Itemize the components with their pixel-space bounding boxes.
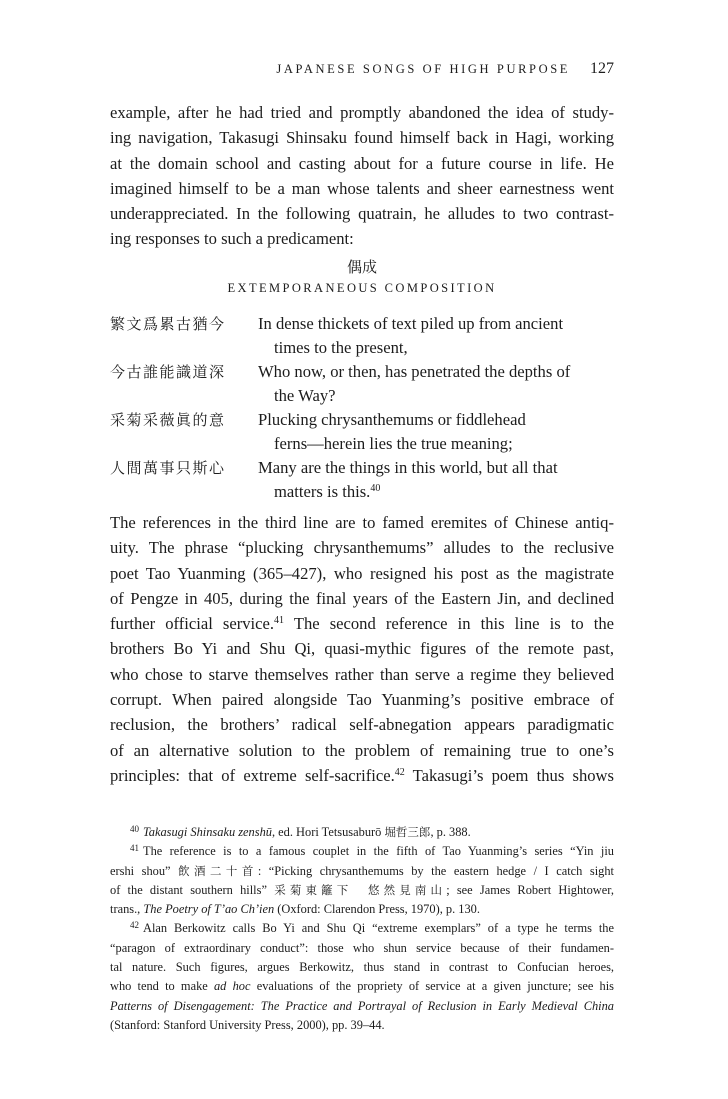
poem-title-english: EXTEMPORANEOUS COMPOSITION: [227, 281, 497, 295]
footnote-line: [110, 881, 614, 900]
footnote-line: [110, 862, 614, 881]
page-number: 127: [590, 60, 614, 77]
text-line: brothers Bo Yi and Shu Qi, quasi-mythic figures of the remote past,: [110, 639, 614, 659]
cited-title: Takasugi Shinsaku zenshū: [143, 825, 272, 839]
poem-line-english: [258, 360, 614, 408]
translation-line: the Way?: [274, 386, 336, 405]
footnote-text: The reference is to a famous couplet in the fifth of Tao Yuanming’s series “Yin jiu: [143, 844, 614, 859]
text-line: [110, 611, 614, 636]
translation-text: matters is this.: [274, 482, 371, 501]
translation-line: times to the present,: [274, 338, 408, 357]
footnote-line: tal nature. Such figures, argues Berkowitz, thus stand in contrast to Confucian heroes,: [110, 960, 614, 975]
footnote-41: [110, 842, 614, 861]
text-line: The references in the third line are to famed eremites of Chinese antiq-: [110, 513, 614, 532]
footnote-number: 40: [130, 824, 139, 834]
poem-line-chinese: 人間萬事只斯心: [110, 459, 226, 477]
poem-line-chinese: 繁文爲累古猶今: [110, 315, 226, 333]
text-line: corrupt. When paired alongside Tao Yuanming’s positive embrace of: [110, 690, 614, 710]
text-line: [110, 763, 614, 788]
poem: [110, 312, 614, 504]
text-span: Takasugi’s poem thus shows: [404, 765, 614, 785]
poem-line-chinese: 今古誰能識道深: [110, 363, 226, 381]
text-span: The second reference in this line is to the: [284, 614, 614, 634]
poem-line-english: [258, 456, 614, 504]
text-line: underappreciated. In the following quatrain, he alludes to two contrast-: [110, 204, 614, 224]
footnote-ref-42[interactable]: 42: [394, 766, 405, 778]
text-line: at the domain school and casting about for a future course in life. He: [110, 153, 614, 173]
footnote-text: evaluations of the propriety of service at a given juncture; see his: [250, 979, 614, 994]
footnote-text: ershi shou”: [110, 863, 179, 878]
cited-title: Patterns of Disengagement: The Practice and Portrayal of Reclusion in Early Medieval China: [110, 998, 614, 1013]
text-line: uity. The phrase “plucking chrysanthemums” alludes to the reclusive: [110, 538, 614, 558]
footnote-number: 41: [130, 843, 139, 854]
poem-line: [110, 360, 614, 408]
body-paragraph-2: [110, 510, 614, 788]
translation-line: In dense thickets of text piled up from ancient: [258, 314, 564, 333]
text-line: who chose to starve themselves rather than serve a regime they believed: [110, 664, 614, 684]
footnote-number: 42: [130, 920, 139, 931]
cited-title: The Poetry of T’ao Ch’ien: [143, 902, 275, 917]
text-line: poet Tao Yuanming (365–427), who resigned his post as the magistrate: [110, 563, 614, 583]
running-header: [110, 60, 614, 84]
text-line: example, after he had tried and promptly abandoned the idea of study-: [110, 103, 614, 122]
poem-line-english: [258, 408, 614, 456]
footnote-text: of the distant southern hills”: [110, 882, 275, 897]
footnote-chinese: 采菊東籬下 悠然見南山: [274, 882, 447, 897]
footnote-line: [110, 977, 614, 996]
footnote-text: , p. 388.: [430, 825, 471, 839]
footnote-chinese: 堀哲三郎: [384, 825, 431, 839]
translation-line: Who now, or then, has penetrated the depths of: [258, 362, 571, 381]
poem-line-english: [258, 312, 614, 360]
translation-line: Plucking chrysanthemums or fiddlehead: [258, 410, 526, 429]
poem-line: [110, 312, 614, 360]
translation-line: Many are the things in this world, but all that: [258, 458, 558, 477]
footnote-line: [110, 900, 614, 919]
footnote-text: who tend to make: [110, 979, 214, 994]
text-line: imagined himself to be a man whose talents and sheer earnestness went: [110, 178, 614, 198]
poem-title-chinese: 偶成: [346, 258, 377, 276]
translation-line: ferns—herein lies the true meaning;: [274, 434, 513, 453]
poem-line: [110, 408, 614, 456]
footnote-ref-41[interactable]: 41: [274, 615, 285, 627]
footnote-chinese: 飲酒二十首: [178, 863, 258, 878]
footnote-40: [110, 823, 614, 842]
footnote-text: Alan Berkowitz calls Bo Yi and Shu Qi “extreme exemplars” of a type he terms the: [143, 921, 614, 936]
translation-line: [258, 480, 614, 504]
footnote-text: , ed. Hori Tetsusaburō: [271, 825, 385, 839]
footnote-text: ; see James Robert Hightower,: [446, 882, 614, 897]
footnote-line: “paragon of extraordinary conduct”: those who shun service because of their fundamen-: [110, 940, 614, 955]
footnote-text: : “Picking chrysanthemums by the eastern hedge / I catch sight: [257, 863, 614, 878]
poem-line-chinese: 采菊采薇眞的意: [110, 411, 226, 429]
body-paragraph-1: [110, 100, 614, 252]
footnote-text: (Oxford: Clarendon Press, 1970), p. 130.: [274, 902, 480, 917]
text-line: of an alternative solution to the problem of remaining true to one’s: [110, 740, 614, 760]
text-span: principles: that of extreme self-sacrifice.: [110, 765, 395, 785]
footnote-line: [110, 997, 614, 1016]
running-title: JAPANESE SONGS OF HIGH PURPOSE: [276, 62, 570, 76]
footnote-text: trans.,: [110, 902, 144, 917]
footnotes: [110, 823, 614, 1035]
footnote-ref-40[interactable]: 40: [370, 483, 381, 494]
footnote-42: [110, 919, 614, 938]
text-line: ing responses to such a predicament:: [110, 229, 354, 249]
poem-line: [110, 456, 614, 504]
footnote-line: (Stanford: Stanford University Press, 2000), pp. 39–44.: [110, 1017, 385, 1032]
text-span: further official service.: [110, 614, 275, 634]
text-line: reclusion, the brothers’ radical self-abnegation appears paradigmatic: [110, 715, 614, 735]
emphasis: ad hoc: [213, 979, 251, 994]
text-line: ing navigation, Takasugi Shinsaku found himself back in Hagi, working: [110, 128, 614, 148]
text-line: of Pengze in 405, during the final years of the Eastern Jin, and declined: [110, 588, 614, 608]
